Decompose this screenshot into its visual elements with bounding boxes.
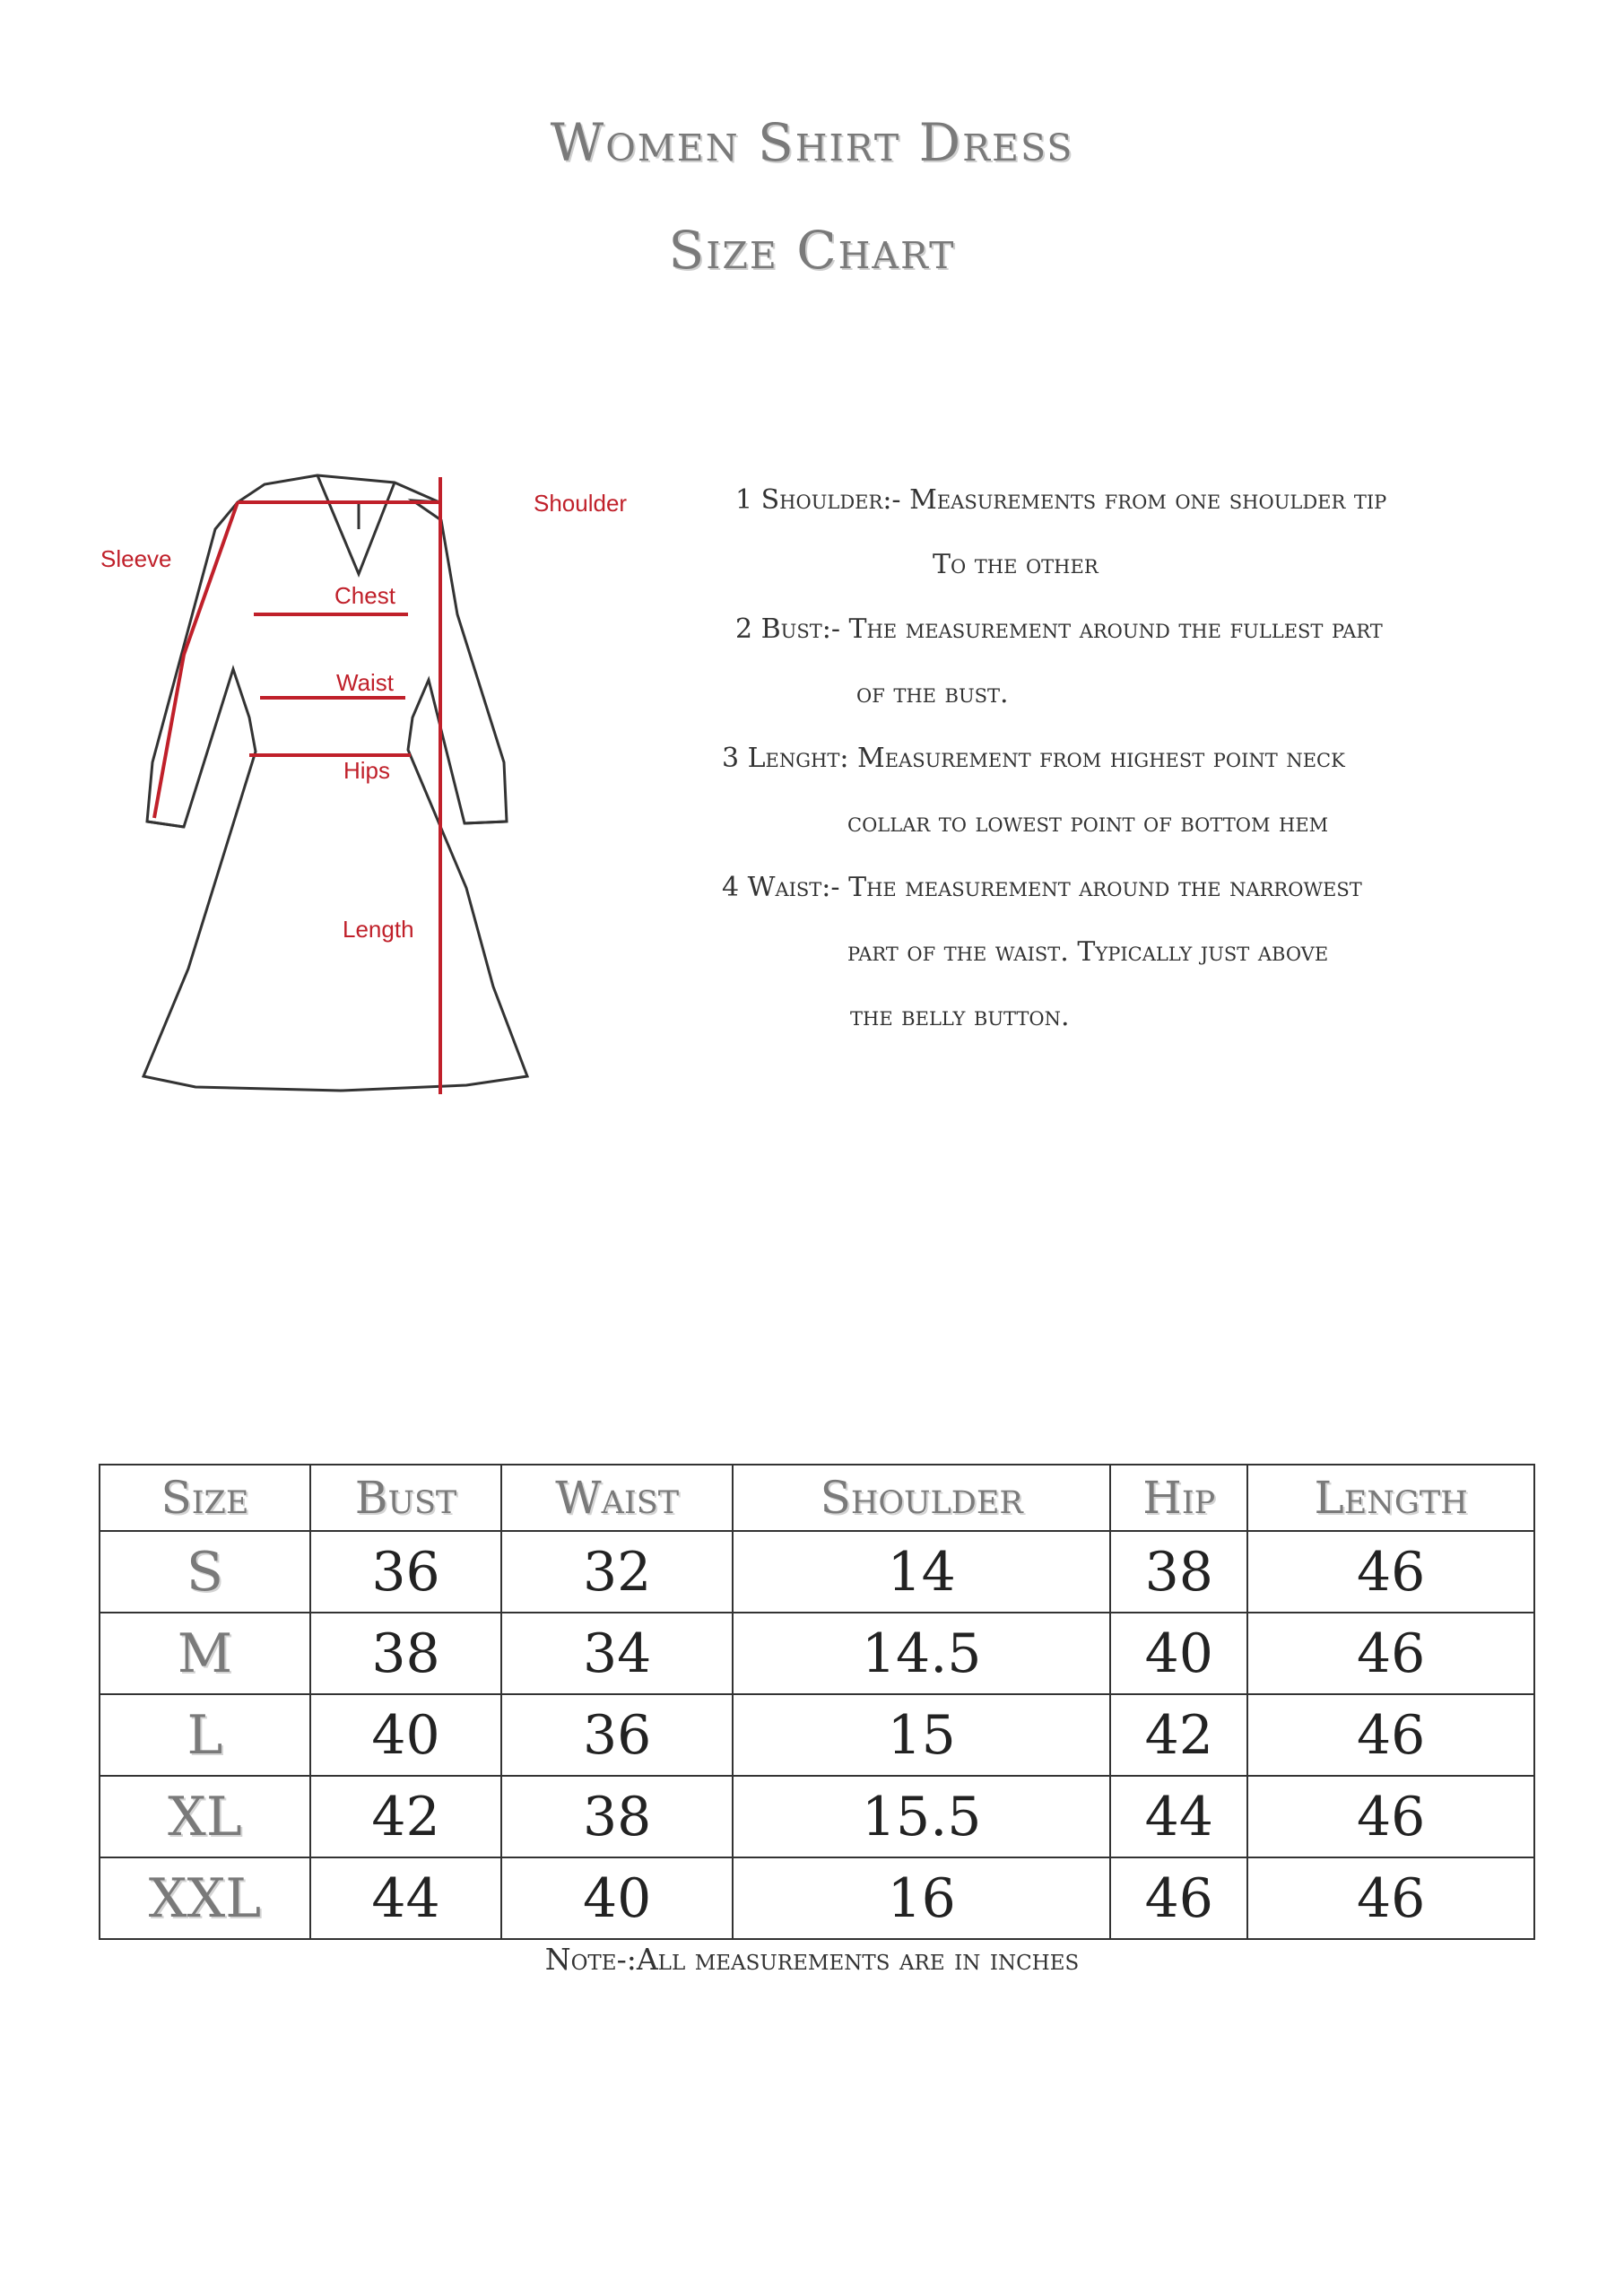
length-label: Length [343, 916, 414, 943]
length-cell: 46 [1247, 1613, 1534, 1694]
table-row [100, 1776, 1534, 1857]
length-cell: 46 [1247, 1531, 1534, 1613]
definition-line: 2 Bust:- The measurement around the fullest part [735, 613, 1383, 645]
table-row [100, 1694, 1534, 1776]
table-row [100, 1857, 1534, 1939]
size-table [99, 1464, 1535, 1940]
chest-label: Chest [334, 582, 395, 609]
definition-line: 3 Lenght: Measurement from highest point neck [722, 743, 1345, 774]
length-cell: 46 [1247, 1694, 1534, 1776]
cuff-right [465, 822, 507, 823]
size-cell: S [100, 1531, 310, 1613]
waist-cell: 40 [501, 1857, 733, 1939]
size-cell: XL [100, 1776, 310, 1857]
waist-cell: 34 [501, 1613, 733, 1694]
cuff-left [147, 822, 184, 827]
shoulder-cell: 14.5 [733, 1613, 1110, 1694]
definition-line: To the other [933, 549, 1099, 580]
waist-cell: 32 [501, 1531, 733, 1613]
hip-cell: 44 [1110, 1776, 1247, 1857]
table-row [100, 1613, 1534, 1694]
length-cell: 46 [1247, 1857, 1534, 1939]
header-waist: Waist [501, 1465, 733, 1531]
bust-cell: 40 [310, 1694, 501, 1776]
page-subtitle: Size Chart [668, 220, 956, 281]
header-bust: Bust [310, 1465, 501, 1531]
shoulder-label: Shoulder [534, 490, 628, 517]
dress-outline [143, 475, 527, 1091]
definition-line: collar to lowest point of bottom hem [847, 807, 1329, 839]
waist-label: Waist [336, 669, 395, 696]
hip-cell: 40 [1110, 1613, 1247, 1694]
page-title: Women Shirt Dress [550, 112, 1074, 173]
table-row [100, 1531, 1534, 1613]
size-cell: L [100, 1694, 310, 1776]
size-cell: M [100, 1613, 310, 1694]
definition-line: 4 Waist:- The measurement around the narrowest [722, 872, 1362, 903]
bust-cell: 44 [310, 1857, 501, 1939]
table-header-row [100, 1465, 1534, 1531]
hips-label: Hips [343, 757, 391, 784]
bust-cell: 38 [310, 1613, 501, 1694]
definition-line: the belly button. [850, 1001, 1070, 1032]
header-hip: Hip [1110, 1465, 1247, 1531]
shoulder-cell: 15.5 [733, 1776, 1110, 1857]
waist-cell: 36 [501, 1694, 733, 1776]
bust-cell: 42 [310, 1776, 501, 1857]
measurement-note: Note-:All measurements are in inches [544, 1942, 1080, 1977]
header-length: Length [1247, 1465, 1534, 1531]
hip-cell: 46 [1110, 1857, 1247, 1939]
definition-line: 1 Shoulder:- Measurements from one shoulder tip [735, 484, 1387, 516]
definition-line: part of the waist. Typically just above [847, 936, 1329, 968]
shoulder-cell: 15 [733, 1694, 1110, 1776]
definition-line: of the bust. [856, 678, 1009, 709]
shoulder-cell: 14 [733, 1531, 1110, 1613]
hip-cell: 38 [1110, 1531, 1247, 1613]
hip-cell: 42 [1110, 1694, 1247, 1776]
length-cell: 46 [1247, 1776, 1534, 1857]
sleeve-label: Sleeve [100, 545, 172, 572]
neckline [317, 475, 395, 574]
header-size: Size [100, 1465, 310, 1531]
dress-diagram [90, 466, 664, 1112]
waist-cell: 38 [501, 1776, 733, 1857]
size-cell: XXL [100, 1857, 310, 1939]
header-shoulder: Shoulder [733, 1465, 1110, 1531]
shoulder-cell: 16 [733, 1857, 1110, 1939]
bust-cell: 36 [310, 1531, 501, 1613]
